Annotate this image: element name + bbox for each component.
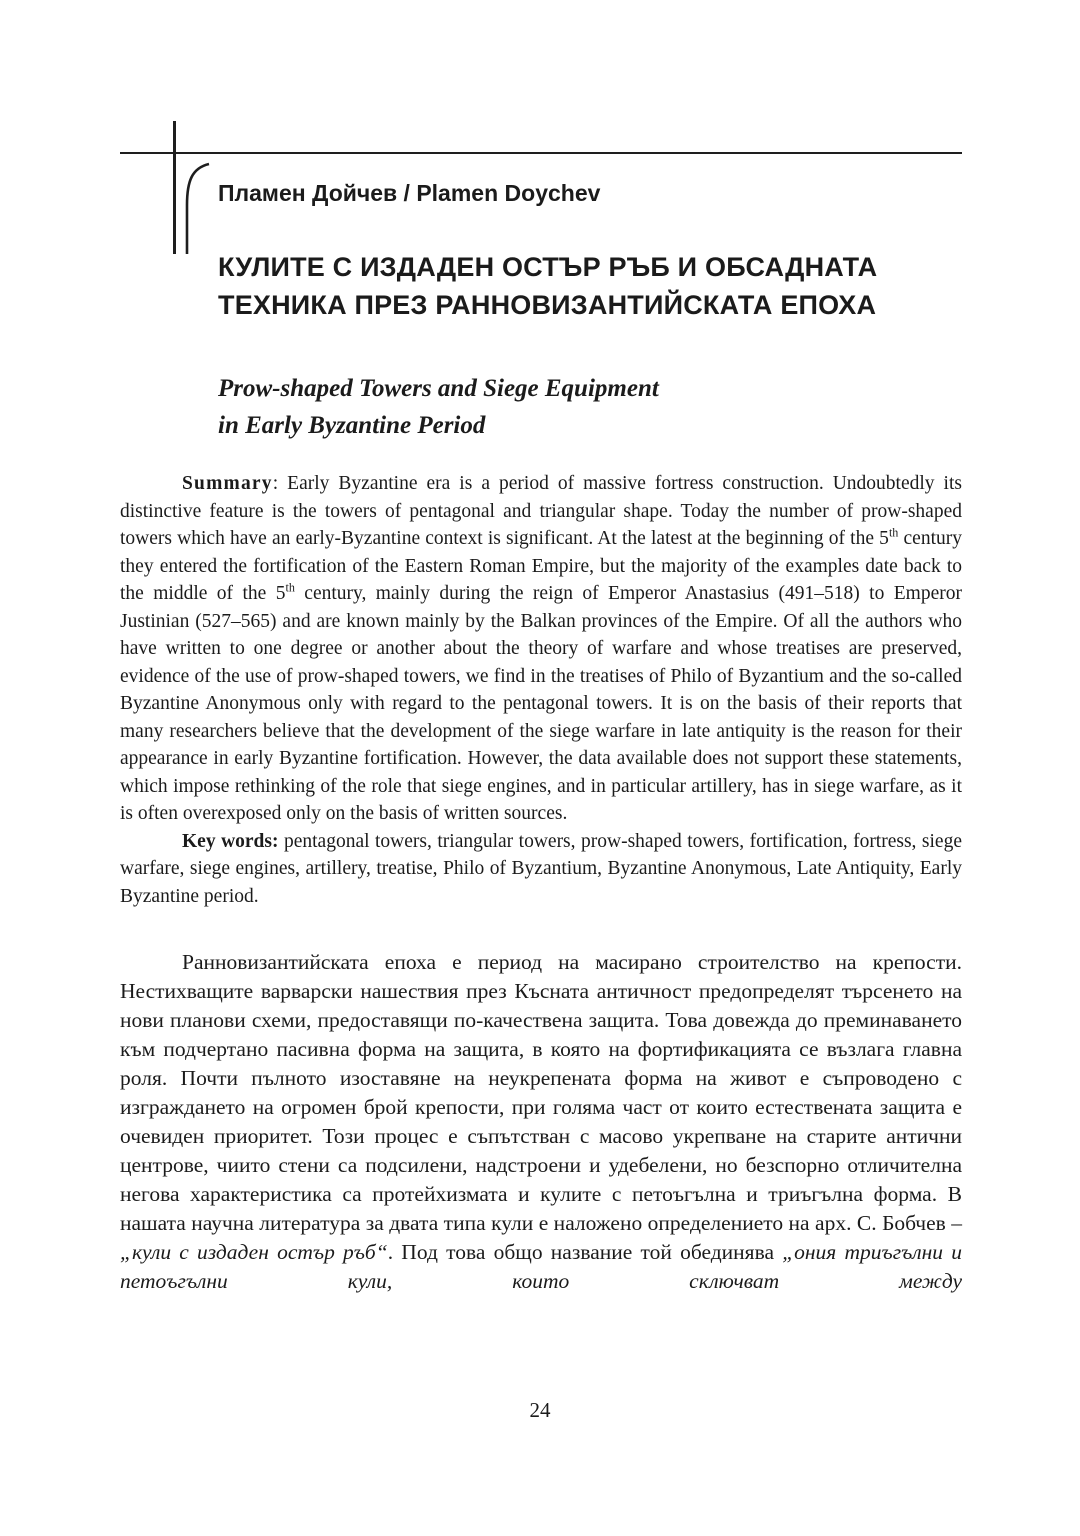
heading-block: [218, 180, 962, 444]
ordinal-superscript: th: [888, 525, 899, 540]
keywords-text: pentagonal towers, triangular towers, prow-shaped towers, fortification, fortress, siege warfare, siege engines, artillery, treatise, Philo of Byzantium, Byzantine Anonymous, Late Antiquity, Early Byzantine period.: [120, 830, 962, 907]
main-bulgarian-paragraph: [120, 948, 962, 1296]
article-title-line2: ТЕХНИКА ПРЕЗ РАННОВИЗАНТИЙСКАТА ЕПОХА: [218, 290, 877, 320]
summary-paragraph: [120, 470, 962, 828]
page-number: 24: [529, 1398, 551, 1422]
article-title-line1: КУЛИТЕ С ИЗДАДЕН ОСТЪР РЪБ И ОБСАДНАТА: [218, 252, 878, 282]
article-subtitle-line2: in Early Byzantine Period: [218, 412, 486, 439]
article-body: [120, 470, 962, 1296]
decorative-curve: [183, 161, 211, 257]
summary-text-2: century they entered the fortification of the Eastern Roman Empire, but the majority of the examples date back to the middle of the 5: [120, 528, 962, 604]
author-line: Пламен Дойчев / Plamen Doychev: [218, 180, 601, 206]
body-text-1: Ранновизантийската епоха е период на масирано строителство на крепости. Нестихващите варварски нашествия през Късната античност предопределят търсенето на нови планови схеми, предоставящи по-качествена защита. Това довежда до преминаването към подчертано пасивна форма на защита, в която на фортификацията се възлага главна роля. Почти пълното изоставяне на неукрепената форма на живот е съпроводено с изграждането на огромен брой крепости, при голяма част от които естествената защита е очевиден приоритет. Този процес е съпътстван с масово укрепване на старите антични центрове, чиито стени са подсилени, надстроени и удебелени, но безспорно отличителна негова характеристика са протейхизмата и кулите с петоъгълна и триъгълна форма. В нашата научна литература за двата типа кули е наложено определението на арх. С. Бобчев –: [120, 950, 962, 1235]
body-quote-2: „ония триъгълни и петоъгълни кули, които сключват между: [120, 1240, 962, 1293]
article-subtitle-english: [218, 370, 962, 444]
body-quote-1: „кули с издаден остър ръб“: [120, 1240, 388, 1264]
top-horizontal-rule: [120, 152, 962, 154]
ordinal-superscript: th: [285, 580, 295, 595]
article-subtitle-line1: Prow-shaped Towers and Siege Equipment: [218, 375, 659, 402]
keywords-label: Key words:: [182, 830, 279, 852]
summary-text-3: century, mainly during the reign of Emperor Anastasius (491–518) to Emperor Justinian (527–565) and are known mainly by the Balkan provinces of the Empire. Of all the authors who have written to one degree or another about the theory of warfare and whose treatises are preserved, evidence of the use of prow-shaped towers, we find in the treatises of Philo of Byzantium and the so-called Byzantine Anonymous only with regard to the pentagonal towers. It is on the basis of their reports that many researchers believe that the development of the siege warfare in late antiquity is the reason for their appearance in early Byzantine fortification. However, the data available does not support these statements, which impose rethinking of the role that siege engines, and in particular artillery, has in siege warfare, as it is often overexposed only on the basis of written sources.: [120, 583, 962, 824]
article-title: [218, 248, 962, 324]
body-text-2: . Под това общо название той обединява: [387, 1240, 783, 1264]
keywords-paragraph: [120, 828, 962, 911]
left-vertical-rule: [173, 121, 176, 254]
summary-text-1: : Early Byzantine era is a period of massive fortress construction. Undoubtedly its distinctive feature is the towers of pentagonal and triangular shape. Today the number of prow-shaped towers which have an early-Byzantine context is significant. At the latest at the beginning of the 5: [120, 473, 962, 549]
summary-label: Summary: [182, 473, 273, 494]
